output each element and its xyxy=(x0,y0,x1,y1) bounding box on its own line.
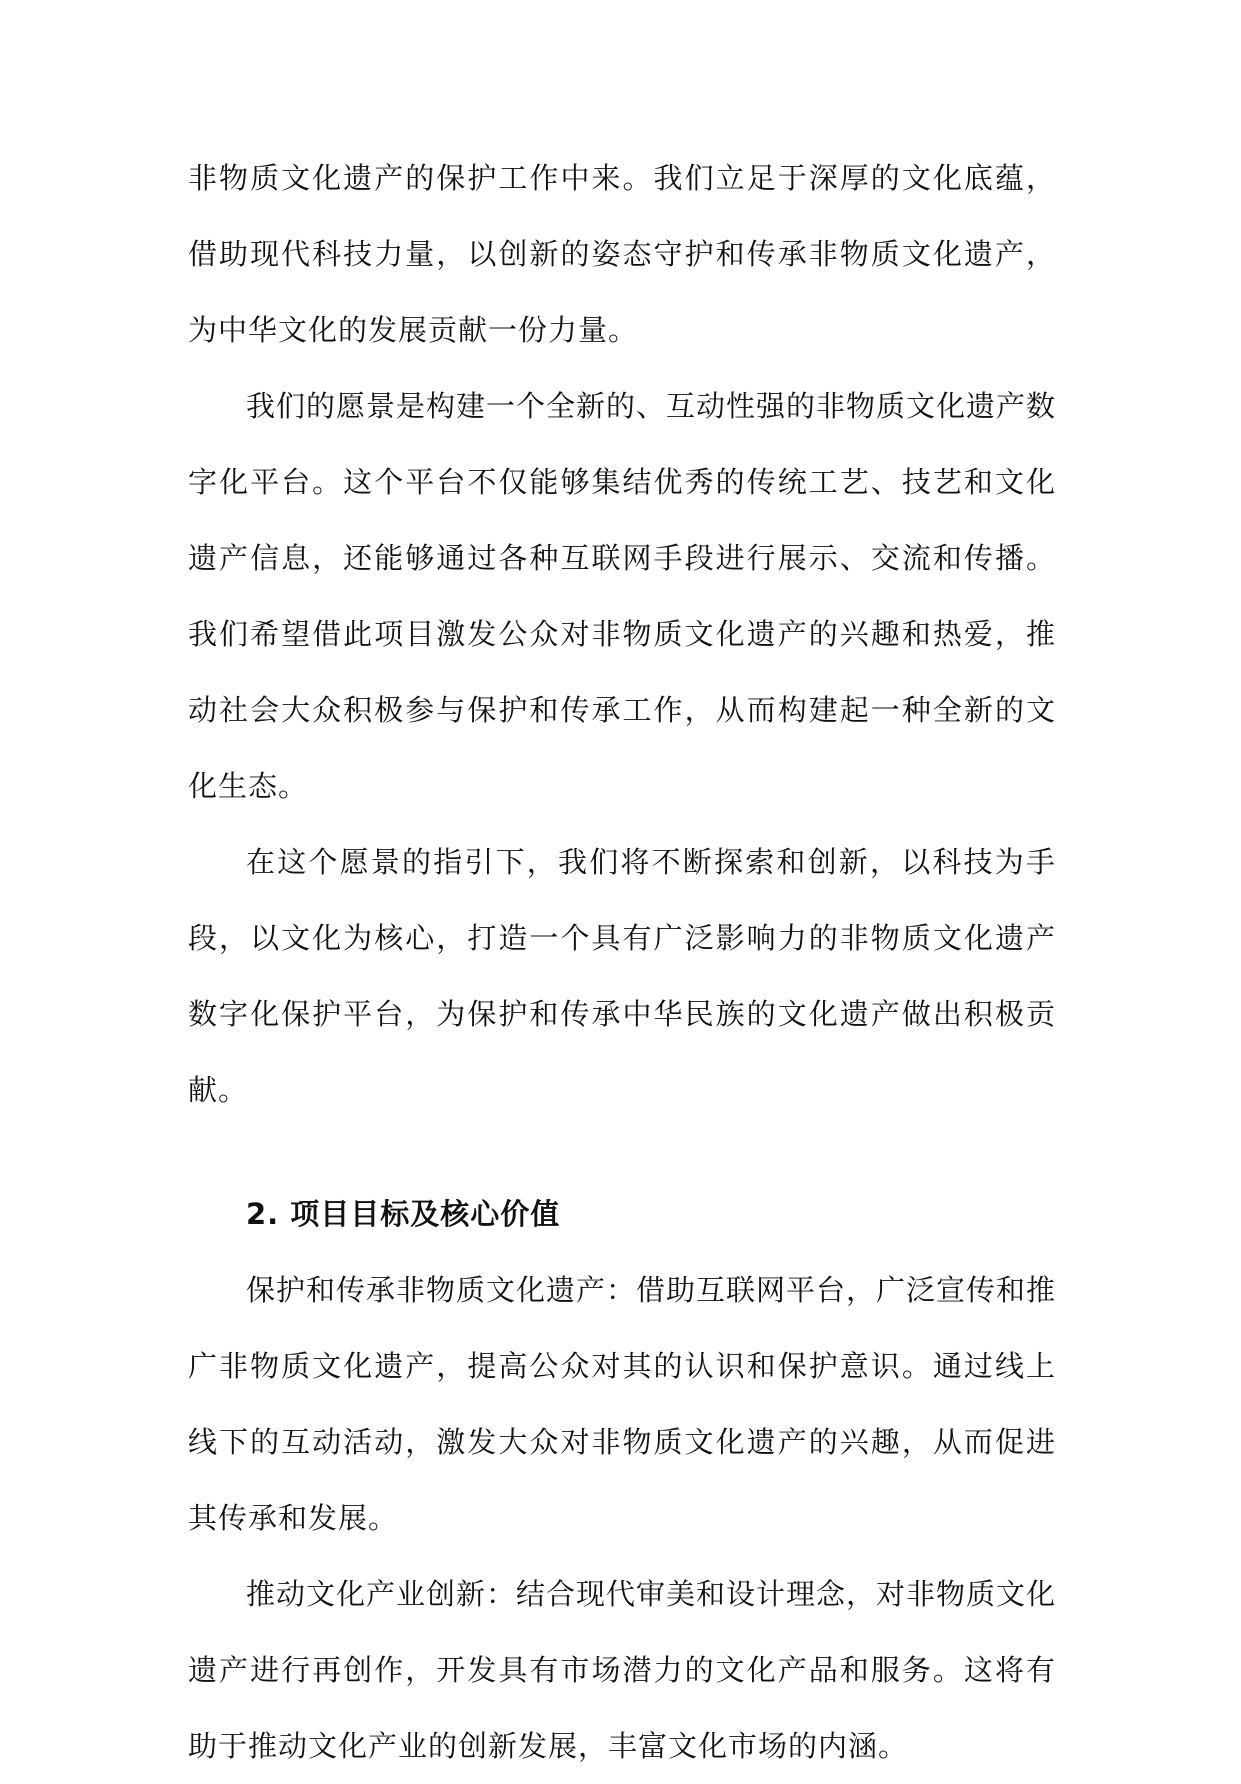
section-heading: 2. 项目目标及核心价值 xyxy=(246,1197,561,1231)
continued-paragraph: 非物质文化遗产的保护工作中来。我们立足于深厚的文化底蕴，借助现代科技力量，以创新的姿态守护和传承非物质文化遗产，为中华文化的发展贡献一份力量。 xyxy=(188,161,1056,347)
vision-guidance-paragraph: 在这个愿景的指引下，我们将不断探索和创新，以科技为手段，以文化为核心，打造一个具有广泛影响力的非物质文化遗产数字化保护平台，为保护和传承中华民族的文化遗产做出积极贡献。 xyxy=(188,845,1056,1107)
vision-paragraph: 我们的愿景是构建一个全新的、互动性强的非物质文化遗产数字化平台。这个平台不仅能够集结优秀的传统工艺、技艺和文化遗产信息，还能够通过各种互联网手段进行展示、交流和传播。我们希望借此项目激发公众对非物质文化遗产的兴趣和热爱，推动社会大众积极参与保护和传承工作，从而构建起一种全新的文化生态。 xyxy=(188,389,1057,803)
page-body xyxy=(188,140,1056,1784)
goal-heritage-paragraph: 保护和传承非物质文化遗产：借助互联网平台，广泛宣传和推广非物质文化遗产，提高公众对其的认识和保护意识。通过线上线下的互动活动，激发大众对非物质文化遗产的兴趣，从而促进其传承和发展。 xyxy=(188,1273,1057,1535)
goal-industry-paragraph: 推动文化产业创新：结合现代审美和设计理念，对非物质文化遗产进行再创作，开发具有市场潜力的文化产品和服务。这将有助于推动文化产业的创新发展，丰富文化市场的内涵。 xyxy=(188,1577,1057,1763)
